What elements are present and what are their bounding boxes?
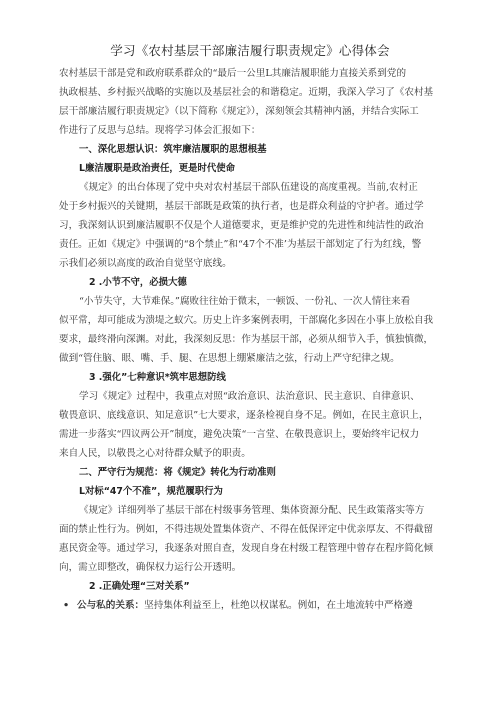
subsection-heading: L对标“47个不准”，规范履职行为 bbox=[79, 486, 223, 497]
paragraph-line: 来自人民，以敬畏之心对待群众赋予的职责。 bbox=[59, 448, 251, 459]
paragraph-line: 需进一步落实“四议两公开”制度，避免决策“一言堂、在敬畏意识上，要始终牢记权力 bbox=[59, 429, 420, 440]
subsection-heading: 2 .小节不守，必损大德 bbox=[89, 277, 187, 288]
paragraph-line: 要求，最终滑向深渊。对此，我深刻反思：作为基层干部，必须从细节入手，慎独慎微， bbox=[59, 334, 434, 345]
paragraph-line: 处于乡村振兴的关键期，基层干部既是政策的执行者，也是群众利益的守护者。通过学 bbox=[59, 201, 424, 212]
paragraph-line: 执政根基、乡村振兴战略的实施以及基层社会的和谐稳定。近期，我深入学习了《农村基 bbox=[59, 87, 434, 98]
subsection-heading: 3 .强化”七种意识*筑牢思想防线 bbox=[89, 372, 226, 383]
paragraph-line: “小节失守，大节难保。”腐败往往始于微末，一顿饭、一份礼、一次人情往来看 bbox=[79, 296, 411, 307]
bullet-item bbox=[63, 599, 441, 612]
section-heading: 一、深化思想认识：筑牢廉洁履职的思想根基 bbox=[79, 144, 267, 155]
paragraph-line: 《规定》的出台体现了党中央对农村基层干部队伍建设的高度重视。当前,农村正 bbox=[79, 182, 418, 193]
paragraph-line: 似平常，却可能成为溃堤之蚁穴。历史上许多案例表明，干部腐化多因在小事上放松自我 bbox=[59, 315, 434, 326]
paragraph-line: 敬畏意识、底线意识、知足意识”七大要求，逐条检视自身不足。例如，在民主意识上， bbox=[59, 410, 429, 421]
paragraph-line: 习，我深刻认识到廉洁履职不仅是个人道德要求，更是维护党的先进性和纯洁性的政治 bbox=[59, 220, 424, 231]
paragraph-line: 示我们必须以高度的政治自觉坚守底线。 bbox=[59, 258, 232, 269]
paragraph-line: 责任。正如《规定》中强调的“8个禁止”和“47个不准’为基层干部划定了行为红线，警 bbox=[59, 239, 422, 250]
bullet-label: 公与私的关系： bbox=[77, 600, 145, 611]
subsection-heading: L廉洁履职是政治责任，更是时代使命 bbox=[79, 163, 235, 174]
paragraph-line: 面的禁止性行为。例如，不得违规处置集体资产、不得在低保评定中优亲厚友、不得截留 bbox=[59, 524, 434, 535]
bullet-icon: • bbox=[63, 600, 70, 611]
paragraph-line: 《规定》详细列举了基层干部在村级事务管理、集体资源分配、民生政策落实等方 bbox=[79, 505, 425, 516]
subsection-heading: 2 .正确处理“三对关系” bbox=[89, 581, 190, 592]
paragraph-line: 向，需立即整改，确保权力运行公开透明。 bbox=[59, 562, 242, 573]
paragraph-line: 学习《规定》过程中，我重点对照“政治意识、法治意识、民主意识、自律意识、 bbox=[79, 391, 420, 402]
paragraph-line: 做到“管住脑、眼、嘴、手、腿、在思想上绷紧廉洁之弦，行动上严守纪律之规。 bbox=[59, 353, 400, 364]
paragraph-line: 农村基层干部是党和政府联系群众的“最后一公里L其廉洁履职能力直接关系到党的 bbox=[59, 68, 407, 79]
paragraph-line: 作进行了反思与总结。现将学习体会汇报如下： bbox=[59, 125, 261, 136]
section-heading: 二、严守行为规范：将《规定》转化为行动准则 bbox=[79, 467, 276, 478]
page-title: 学习《农村基层干部廉洁履行职责规定》心得体会 bbox=[110, 43, 390, 58]
paragraph-line: 惠民资金等。通过学习，我逐条对照自查，发现自身在村级工程管理中曾存在程序简化倾 bbox=[59, 543, 434, 554]
bullet-text: 坚持集体利益至上，杜绝以权谋私。例如，在土地流转中严格遵 bbox=[144, 600, 413, 611]
paragraph-line: 层干部廉洁履行职责规定》（以下简称《规定》），深刻领会其精神内涵，并结合实际工 bbox=[59, 106, 419, 117]
